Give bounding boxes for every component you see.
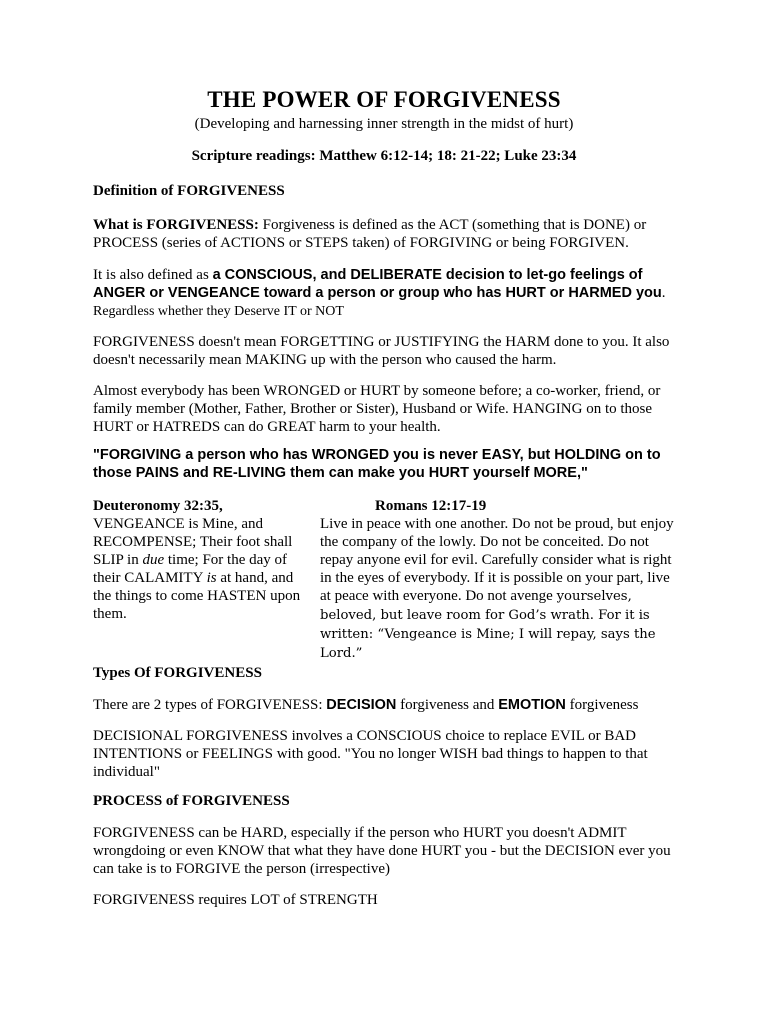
what-is-paragraph: [93, 216, 683, 252]
deuteronomy-text-part2: time; For the day of their CALAMITY: [93, 552, 288, 586]
deuteronomy-due: due: [142, 552, 165, 568]
types-text-part3: forgiveness: [565, 697, 639, 713]
romans-heading: Romans 12:17-19: [375, 498, 487, 514]
almost-everybody-paragraph: Almost everybody has been WRONGED or HURT by someone before; a co-worker, friend, or family member (Mother, Father, Brother or Sister), Husband or Wife. HANGING on to those HURT or HATREDS can do GREAT harm to your health.: [93, 383, 661, 435]
also-defined-suffix: Regardless whether they Deserve IT or NOT: [93, 304, 344, 319]
also-defined-prefix: It is also defined as: [93, 267, 213, 283]
types-heading: Types Of FORGIVENESS: [93, 665, 262, 681]
types-paragraph: [93, 696, 683, 714]
decisional-paragraph: DECISIONAL FORGIVENESS involves a CONSCIOUS choice to replace EVIL or BAD INTENTIONS or FEELINGS with good. "You no longer WISH bad things to happen to that individual": [93, 728, 648, 780]
page-title: THE POWER OF FORGIVENESS: [207, 87, 561, 112]
types-emotion: EMOTION: [498, 697, 566, 713]
definition-heading: Definition of FORGIVENESS: [93, 183, 285, 199]
deuteronomy-column: [93, 497, 308, 623]
romans-text: [320, 515, 680, 663]
romans-text-part2: yourselves, beloved, but leave room for God’s wrath. For it is written: “Vengeance is Mine; I will repay, says the Lord.”: [320, 589, 656, 661]
page-subtitle: (Developing and harnessing inner strength in the midst of hurt): [194, 116, 574, 132]
strength-paragraph: FORGIVENESS requires LOT of STRENGTH: [93, 892, 378, 908]
romans-text-part1: Live in peace with one another. Do not be proud, but enjoy the company of the lowly. Do not be conceited. Do not repay anyone evil for evil. Carefully consider what is right in the eyes of everybody. If it is possible on your part, live at peace with everyone. Do not avenge: [320, 516, 674, 604]
process-paragraph: FORGIVENESS can be HARD, especially if the person who HURT you doesn't ADMIT wrongdoing or even KNOW that what they have done HURT you - but the DECISION ever you can take is to FORGIVE the person (irrespective): [93, 825, 671, 877]
deuteronomy-is: is: [206, 570, 217, 586]
forgiving-quote: "FORGIVING a person who has WRONGED you is never EASY, but HOLDING on to those PAINS and RE-LIVING them can make you HURT yourself MORE,": [93, 447, 661, 481]
romans-column: [320, 497, 680, 663]
deuteronomy-text-part3: at hand, and the things to come HASTEN upon them.: [93, 570, 301, 622]
types-text-part1: There are 2 types of FORGIVENESS:: [93, 697, 327, 713]
also-defined-paragraph: [93, 266, 683, 321]
what-is-text: Forgiveness is defined as the ACT (something that is DONE) or PROCESS (series of ACTIONS or STEPS taken) of FORGIVING or being FORGIVEN.: [93, 217, 647, 251]
deuteronomy-heading: Deuteronomy 32:35,: [93, 498, 223, 514]
process-heading: PROCESS of FORGIVENESS: [93, 793, 290, 809]
doesnt-mean-paragraph: FORGIVENESS doesn't mean FORGETTING or JUSTIFYING the HARM done to you. It also doesn't necessarily mean MAKING up with the person who caused the harm.: [93, 334, 670, 368]
types-text-part2: forgiveness and: [396, 697, 499, 713]
deuteronomy-text: [93, 515, 308, 623]
scripture-readings: Scripture readings: Matthew 6:12-14; 18: 21-22; Luke 23:34: [191, 148, 577, 164]
what-is-label: What is FORGIVENESS:: [93, 217, 259, 233]
deuteronomy-text-part1: VENGEANCE is Mine, and RECOMPENSE; Their foot shall SLIP in: [93, 516, 293, 568]
also-defined-period: .: [661, 285, 666, 301]
also-defined-bold: a CONSCIOUS, and DELIBERATE decision to let-go feelings of ANGER or VENGEANCE toward a person or group who has HURT or HARMED you: [93, 267, 662, 301]
types-decision: DECISION: [326, 697, 397, 713]
